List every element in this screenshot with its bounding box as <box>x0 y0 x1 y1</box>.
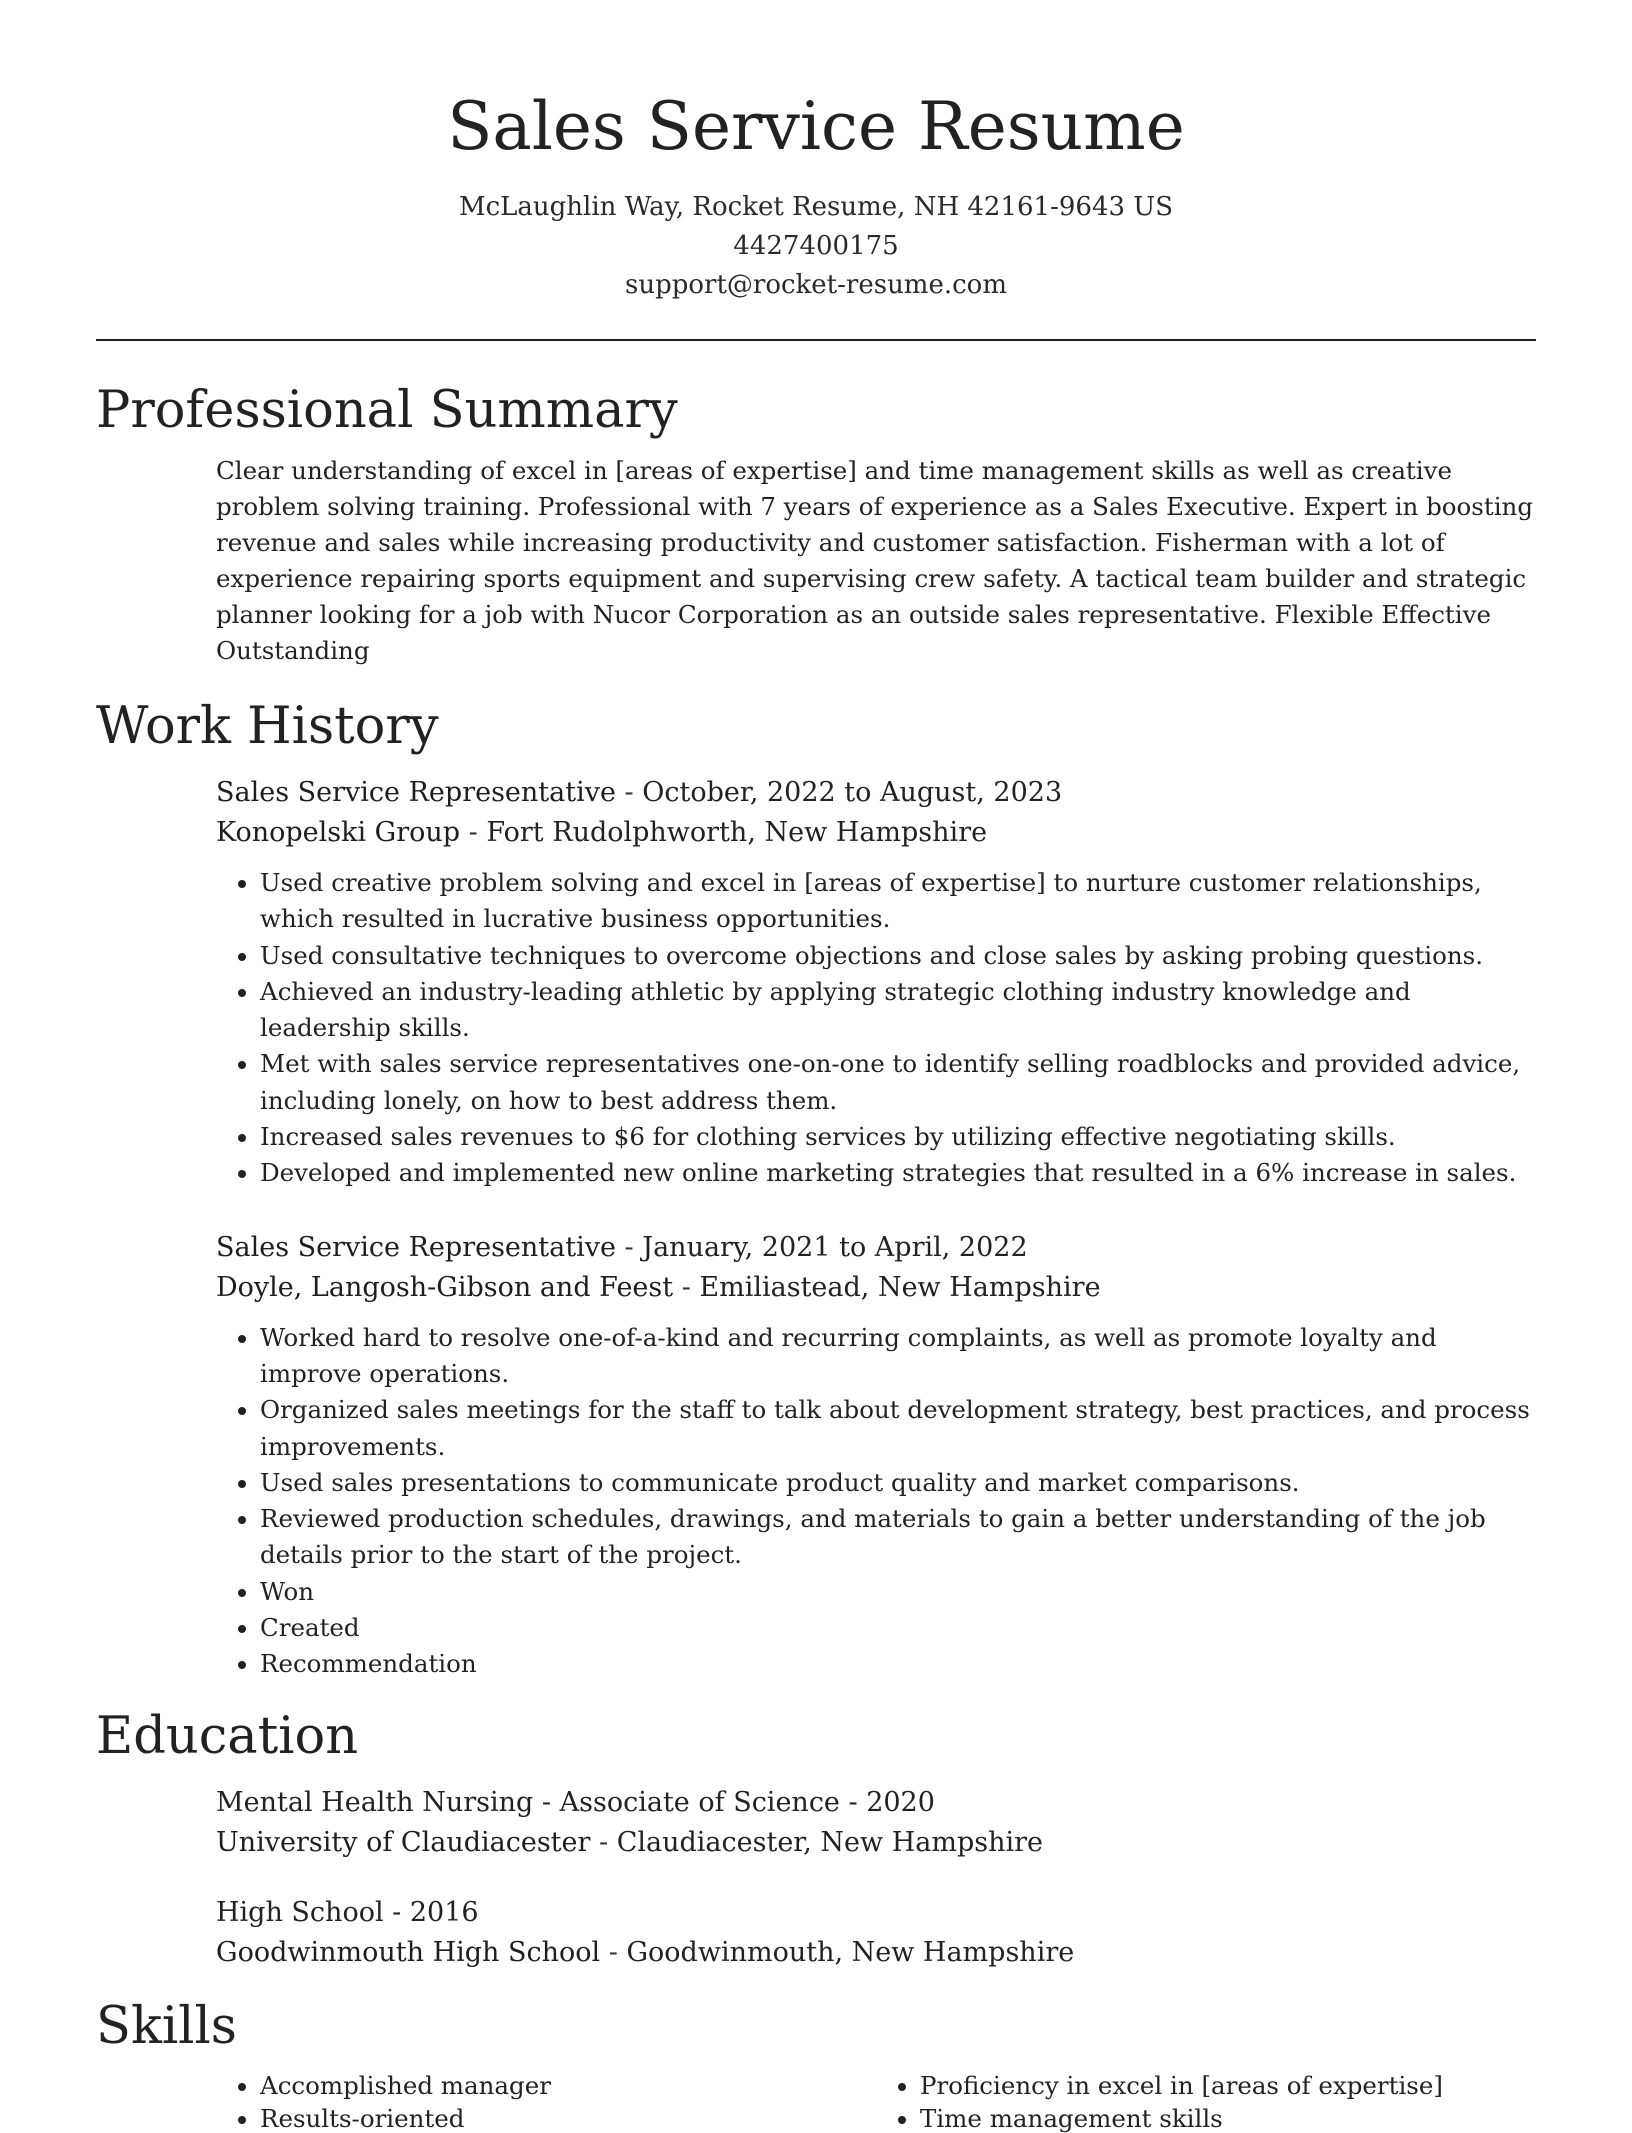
list-item: • Worked hard to resolve one-of-a-kind and recurring complaints, as well as promote loyalty and improve operations. <box>260 1320 1536 1393</box>
header-divider <box>96 339 1536 341</box>
job-entry <box>216 773 1536 1192</box>
skill-item: • Results-oriented <box>260 2102 876 2133</box>
education-location: Claudiacester, New Hampshire <box>616 1826 1043 1858</box>
education-school-line <box>216 1933 1536 1973</box>
education-school-line <box>216 1823 1536 1863</box>
separator: - <box>615 1231 643 1263</box>
separator: - <box>615 777 643 808</box>
list-item: • Organized sales meetings for the staff to talk about development strategy, best practices, and process improvements. <box>260 1392 1536 1465</box>
list-item: • Created <box>260 1610 1536 1646</box>
skill-item: • Time management skills <box>920 2102 1536 2133</box>
resume-title: Sales Service Resume <box>447 88 1185 165</box>
list-item: • Achieved an industry-leading athletic by applying strategic clothing industry knowledge and leadership skills. <box>260 974 1536 1047</box>
separator: - <box>460 817 487 848</box>
contact-email: support@rocket-resume.com <box>624 270 1007 300</box>
skills-column-right <box>876 2069 1536 2133</box>
list-item: • Used consultative techniques to overcome objections and close sales by asking probing questions. <box>260 938 1536 974</box>
education-school: Goodwinmouth High School <box>216 1936 601 1968</box>
list-item: • Used creative problem solving and excel in [areas of expertise] to nurture customer relationships, which resulted in lucrative business opportunities. <box>260 865 1536 938</box>
resume-page <box>96 0 1536 2133</box>
job-position: Sales Service Representative <box>216 777 616 808</box>
education-degree: Mental Health Nursing - Associate of Science - 2020 <box>216 1786 935 1818</box>
job-bullets <box>216 865 1536 1192</box>
list-item: • Recommendation <box>260 1646 1536 1682</box>
job-title-line <box>216 773 1536 813</box>
skills-column-left <box>216 2069 876 2133</box>
contact-phone: 4427400175 <box>733 231 899 261</box>
list-item: • Won <box>260 1574 1536 1610</box>
job-dates: October, 2022 to August, 2023 <box>642 777 1063 808</box>
job-location: Emiliastead, New Hampshire <box>699 1271 1101 1303</box>
section-title-summary: Professional Summary <box>96 381 678 440</box>
skill-item: • Proficiency in excel in [areas of expertise] <box>920 2069 1536 2102</box>
skills-grid <box>216 2069 1536 2133</box>
contact-address: McLaughlin Way, Rocket Resume, NH 42161-9643 US <box>458 192 1174 222</box>
job-title-line <box>216 1228 1536 1268</box>
section-title-work-history: Work History <box>96 697 439 756</box>
separator: - <box>590 1826 617 1858</box>
section-title-skills: Skills <box>96 1996 237 2056</box>
job-company: Konopelski Group <box>216 817 461 848</box>
job-bullets <box>216 1320 1536 1683</box>
list-item: • Reviewed production schedules, drawings, and materials to gain a better understanding of the job details prior to the start of the project. <box>260 1501 1536 1574</box>
list-item: • Developed and implemented new online marketing strategies that resulted in a 6% increase in sales. <box>260 1155 1536 1191</box>
job-company: Doyle, Langosh-Gibson and Feest <box>216 1271 674 1303</box>
education-entry <box>216 1893 1536 1973</box>
job-company-line <box>216 813 1536 853</box>
list-item: • Met with sales service representatives one-on-one to identify selling roadblocks and provided advice, including lonely, on how to best address them. <box>260 1046 1536 1119</box>
resume-header <box>96 0 1536 305</box>
separator: - <box>673 1271 700 1303</box>
job-entry <box>216 1228 1536 1683</box>
separator: - <box>600 1936 627 1968</box>
skill-item: • Accomplished manager <box>260 2069 876 2102</box>
list-item: • Used sales presentations to communicate product quality and market comparisons. <box>260 1465 1536 1501</box>
education-school: University of Claudiacester <box>216 1826 591 1858</box>
job-position: Sales Service Representative <box>216 1231 616 1263</box>
job-location: Fort Rudolphworth, New Hampshire <box>486 817 988 848</box>
summary-text: Clear understanding of excel in [areas of expertise] and time management skills as well as creative problem solving training. Professional with 7 years of experience as a Sales Executive. Expert in boosting revenue and sales while increasing productivity and customer satisfaction. Fisherman with a lot of experience repairing sports equipment and supervising crew safety. A tactical team builder and strategic planner looking for a job with Nucor Corporation as an outside sales representative. Flexible Effective Outstanding <box>216 456 1534 665</box>
education-entry <box>216 1783 1536 1863</box>
section-title-education: Education <box>96 1706 359 1766</box>
education-degree: High School - 2016 <box>216 1896 479 1928</box>
job-dates: January, 2021 to April, 2022 <box>642 1231 1028 1263</box>
education-location: Goodwinmouth, New Hampshire <box>626 1936 1075 1968</box>
list-item: • Increased sales revenues to $6 for clothing services by utilizing effective negotiating skills. <box>260 1119 1536 1155</box>
job-company-line <box>216 1268 1536 1308</box>
